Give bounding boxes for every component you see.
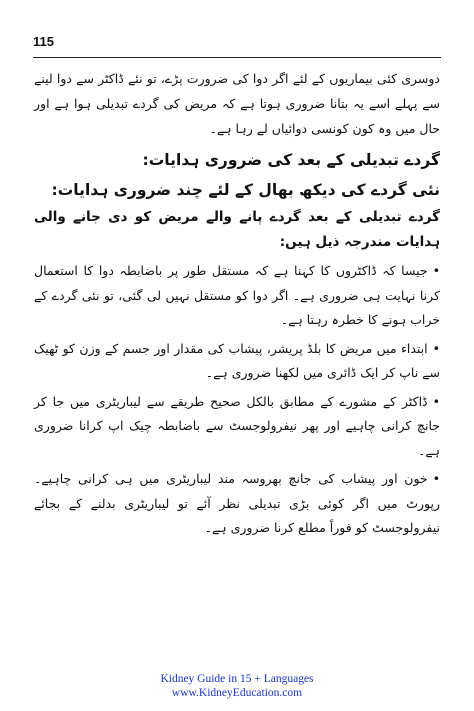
list-item bbox=[34, 467, 440, 541]
bullet-icon: • bbox=[432, 471, 440, 486]
list-item bbox=[34, 390, 440, 464]
section-heading: گردے تبدیلی کے بعد کی ضروری ہدایات: bbox=[142, 151, 440, 169]
list-item bbox=[34, 337, 440, 386]
page-footer bbox=[0, 672, 474, 700]
page-number: 115 bbox=[33, 34, 54, 49]
bullet-icon: • bbox=[432, 393, 440, 409]
page-content bbox=[34, 66, 440, 545]
list-item-text: جیسا کہ ڈاکٹروں کا کہنا ہے کہ مستقل طور پر باضابطہ دوا کا استعمال کرنا نہایت ہی ضروری ہے۔ اگر دوا کو مستقل نہیں لی گئی، تو نئی گردے کے خراب ہونے کا خطرہ رہتا ہے۔ bbox=[34, 263, 440, 327]
list-item-text: ابتداء میں مریض کا بلڈ پریشر، پیشاب کی مقدار اور جسم کے وزن کو ٹھیک سے ناپ کر ایک ڈائری میں لکھنا ضروری ہے۔ bbox=[34, 340, 440, 380]
list-item bbox=[34, 259, 440, 333]
list-item-text: ڈاکٹر کے مشورے کے مطابق بالکل صحیح طریقے سے لیباریٹری میں جا کر جانچ کرانی چاہیے اور پھر نیفرولوجسٹ سے باضابطہ چیک اپ کرانا ضروری ہے۔ bbox=[34, 393, 440, 458]
bullet-icon: • bbox=[432, 340, 440, 356]
header-divider bbox=[33, 57, 441, 58]
intro-paragraph: دوسری کئی بیماریوں کے لئے اگر دوا کی ضرورت پڑے، تو نئے ڈاکٹر سے دوا لینے سے پہلے اسے یہ بتانا ضروری ہوتا ہے کہ مریض کی گردے تبدیلی ہوا ہے اور حال میں وہ کون کونسی دوائیاں لے رہا ہے۔ bbox=[34, 71, 440, 136]
instructions-list bbox=[34, 259, 440, 541]
instructions-intro: گردے تبدیلی کے بعد گردے پانے والے مریض کو دی جانے والی ہدایات مندرجہ ذیل ہیں: bbox=[34, 209, 440, 250]
footer-title: Kidney Guide in 15 + Languages bbox=[160, 673, 314, 685]
list-item-text: خون اور پیشاب کی جانچ بھروسہ مند لیباریٹری میں ہی کرانی چاہیے۔ رپورٹ میں اگر کوئی بڑی تبدیلی نظر آئے تو لیباریٹری بدلنے کے بجائے نیفرولوجسٹ کو فوراً مطلع کرنا ضروری ہے۔ bbox=[34, 471, 440, 535]
bullet-icon: • bbox=[432, 263, 440, 278]
footer-website-link[interactable]: www.KidneyEducation.com bbox=[171, 687, 303, 699]
section-subheading: نئی گردے کی دیکھ بھال کے لئے چند ضروری ہدایات: bbox=[51, 181, 440, 199]
